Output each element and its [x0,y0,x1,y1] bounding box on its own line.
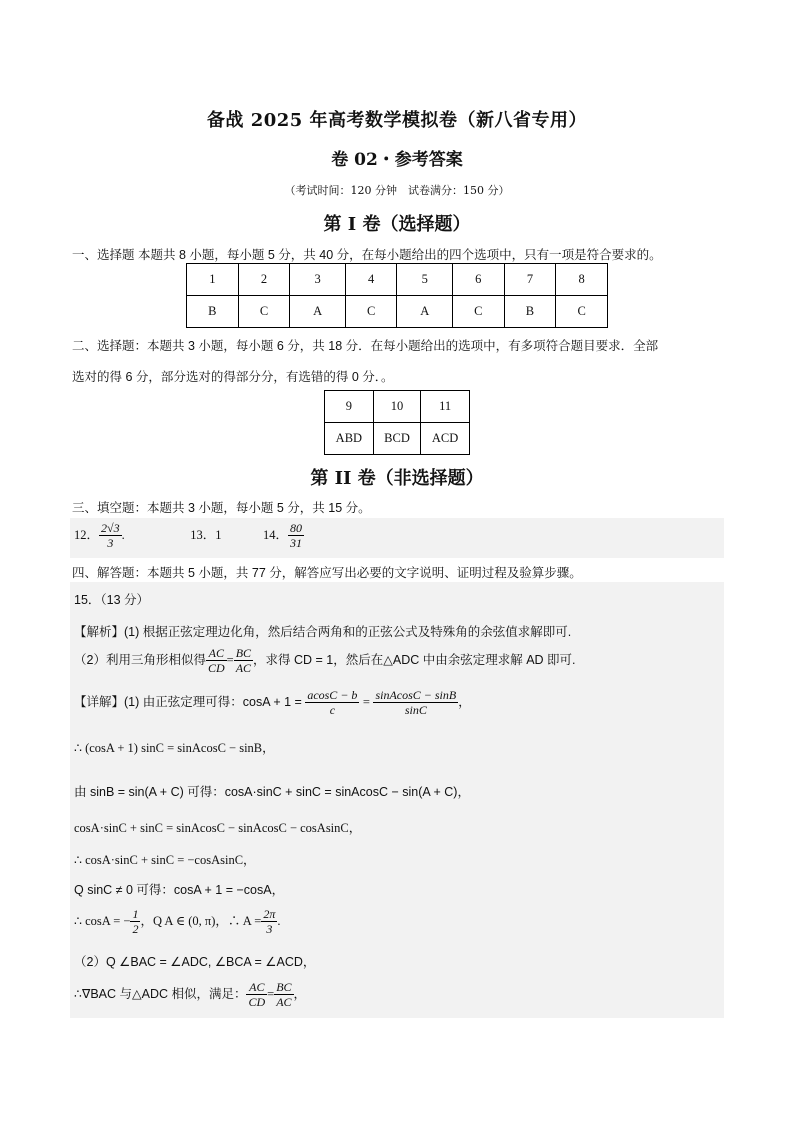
q14-label: 14． [262,527,288,542]
table-cell: BCD [373,423,420,455]
table-cell: B [187,296,239,328]
q15-step-7: （2）Q ∠BAC = ∠ADC, ∠BCA = ∠ACD， [74,955,316,969]
section2-intro-line2: 选对的得 6 分，部分选对的得部分分，有选错的得 0 分．。 [72,370,394,384]
fraction: $\frac{BC}{AC}$ [235,646,252,675]
table-cell: 3 [290,264,345,296]
q15-step-1: ∴ (cosA + 1) sinC = sinAcosC − sinB， [74,741,275,755]
document-subtitle: 卷 02・参考答案 [331,150,463,170]
fraction: $\frac{AC}{CD}$ [248,980,266,1009]
q15-title: 15．（13 分） [74,593,150,607]
table-cell: C [452,296,504,328]
table-cell: 6 [452,264,504,296]
section4-intro: 四、解答题：本题共 5 小题，共 77 分，解答应写出必要的文字说明、证明过程及验算步骤。 [72,566,582,580]
q15-step-2: 由 sinB = sin(A + C) 可得：cosA·sinC + sinC = sinAcosC − sin(A + C)， [74,785,470,799]
table-row [325,391,470,423]
q12-label: 12． [74,527,100,542]
table-cell: C [238,296,290,328]
table-cell: 9 [325,391,374,423]
answer-table-2 [324,390,470,455]
section1-intro: 一、选择题 本题共 8 小题，每小题 5 分，共 40 分，在每小题给出的四个选项中，只有一项是符合要求的。 [72,248,662,262]
q15-step-4: ∴ cosA·sinC + sinC = −cosAsinC， [74,853,256,867]
q15-step-5: Q sinC ≠ 0 可得：cosA + 1 = −cosA， [74,883,285,897]
fraction: $\frac{BC}{AC}$ [276,980,292,1009]
q15-analysis-2: （2）利用三角形相似得 $\frac{AC}{CD}$ = $\frac{BC}{AC}$ ，求得 CD = 1，然后在△ADC 中由余弦定理求解 AD 即可. [74,646,576,675]
answer-table-1 [186,263,608,328]
section2-intro-line1: 二、选择题：本题共 3 小题，每小题 6 分，共 18 分．在每小题给出的选项中，有多项符合题目要求．全部 [72,339,659,353]
fill-answers: 12． $\frac{2√3}{3}$ . 13．1 14． $\frac{80}{31}$ [74,521,302,550]
table-cell: A [397,296,452,328]
table-cell: 10 [373,391,420,423]
exam-info: （考试时间：120 分钟 试卷满分：150 分） [284,184,510,197]
table-cell: B [504,296,556,328]
table-row [187,296,608,328]
table-cell: 4 [345,264,397,296]
fraction: $\frac{1}{2}$ [132,907,139,936]
table-row [187,264,608,296]
table-cell: C [556,296,608,328]
document-title: 备战 2025 年高考数学模拟卷（新八省专用） [206,110,588,131]
fraction: $\frac{acosC - b}{c}$ [307,688,358,717]
q13-answer: 13．1 [190,527,222,542]
q15-step-8: ∴∇BAC 与△ADC 相似，满足： $\frac{AC}{CD}$ = $\frac{BC}{AC}$ ， [74,980,307,1009]
q14-fraction: $\frac{80}{31}$ [289,521,302,550]
fraction: $\frac{2\pi}{3}$ [263,907,276,936]
q15-detail-1: 【详解】(1) 由正弦定理可得：cosA + 1 = $\frac{acosC - b}{c}$ = $\frac{\text{sinAcosC − sinB}}{\sin C}$ ， [74,688,471,717]
part2-heading: 第 II 卷（非选择题） [310,468,484,489]
table-cell: 8 [556,264,608,296]
table-cell: 7 [504,264,556,296]
table-cell: 11 [421,391,470,423]
table-cell: C [345,296,397,328]
fraction: $\frac{AC}{CD}$ [207,646,225,675]
q15-analysis-1: 【解析】(1) 根据正弦定理边化角，然后结合两角和的正弦公式及特殊角的余弦值求解即可. [74,625,572,639]
table-cell: 2 [238,264,290,296]
table-cell: ACD [421,423,470,455]
section3-intro: 三、填空题：本题共 3 小题，每小题 5 分，共 15 分。 [72,501,371,515]
q12-fraction: $\frac{2√3}{3}$ [101,521,120,550]
part1-heading: 第 I 卷（选择题） [323,214,471,235]
table-row [325,423,470,455]
table-cell: 5 [397,264,452,296]
table-cell: 1 [187,264,239,296]
q15-step-3: cosA·sinC + sinC = sinAcosC − sinAcosC − cosAsinC， [74,821,362,835]
table-cell: ABD [325,423,374,455]
q15-step-6: ∴ cosA = − $\frac{1}{2}$ ，Q A ∈ (0, π)，∴ A = $\frac{2\pi}{3}$ . [74,907,281,936]
table-cell: A [290,296,345,328]
fraction: $\frac{\text{sinAcosC − sinB}}{\sin C}$ [375,688,457,717]
